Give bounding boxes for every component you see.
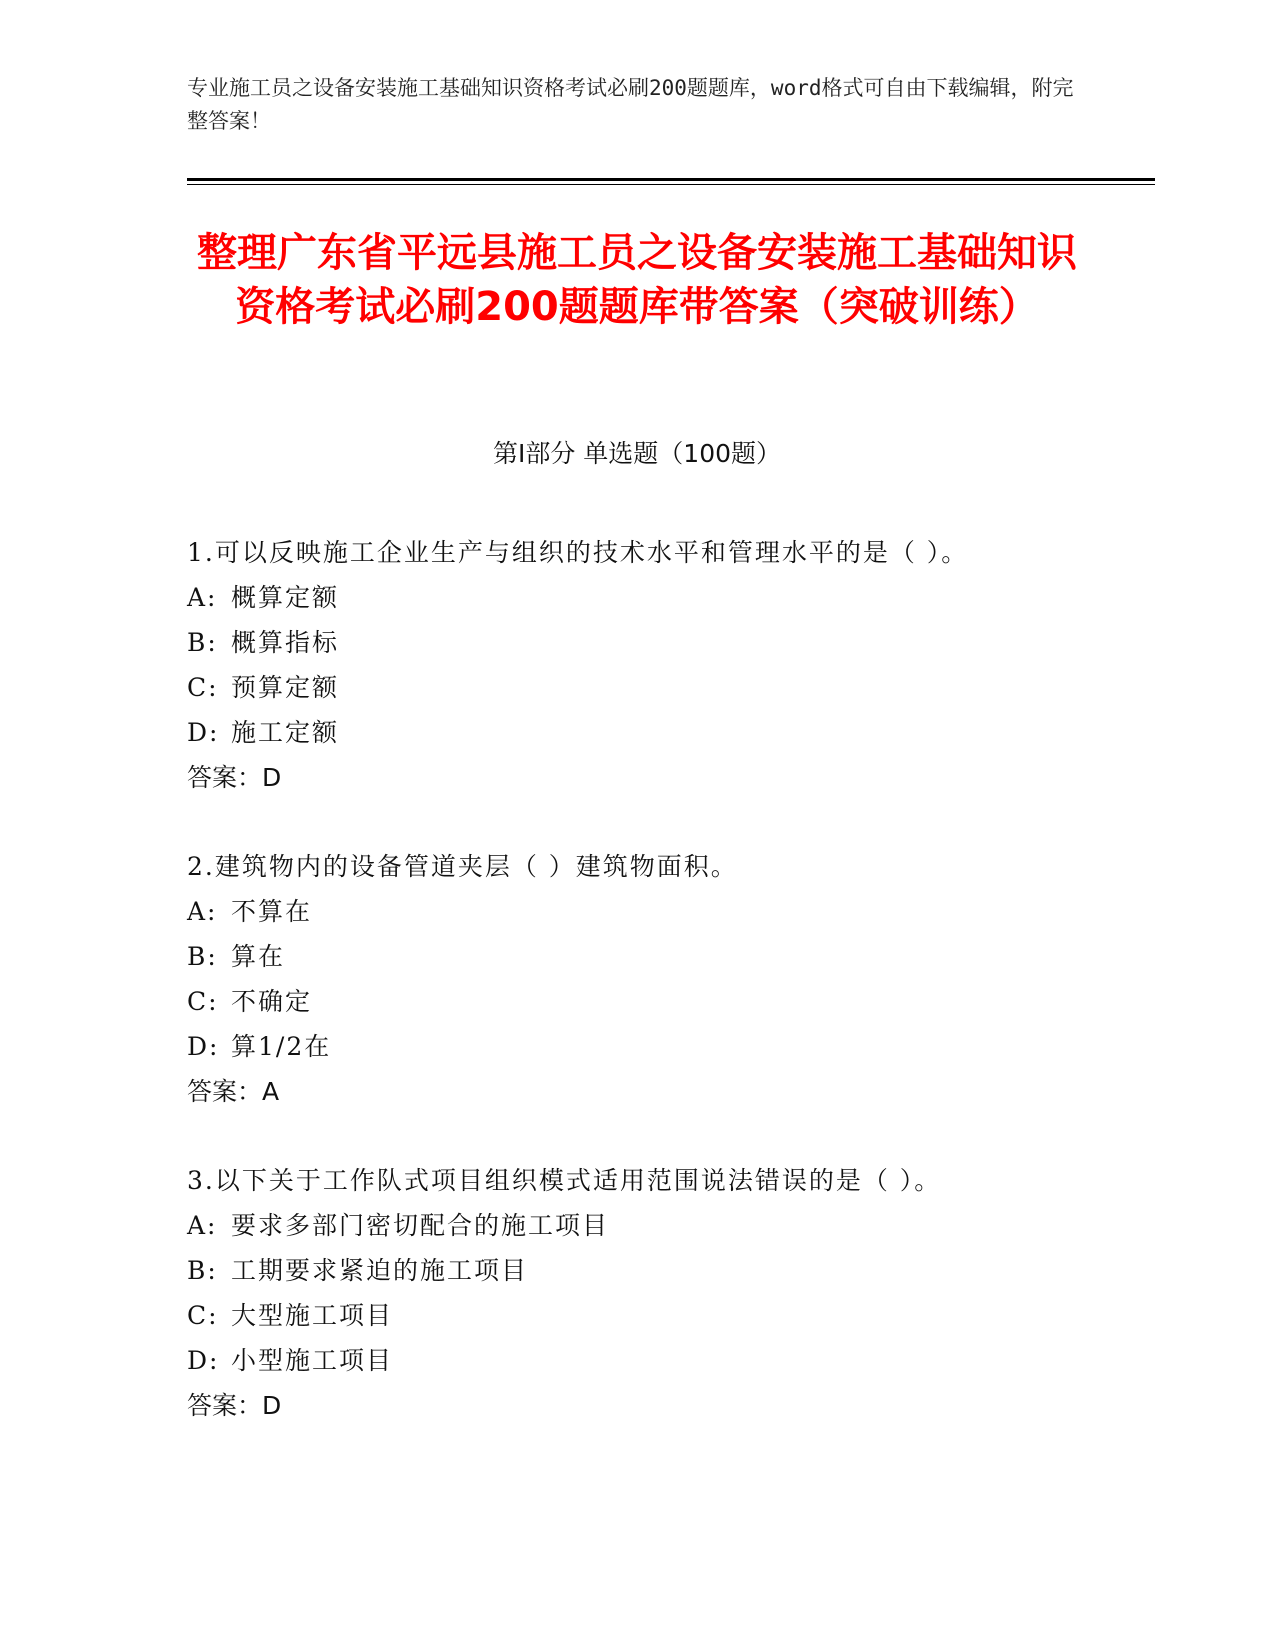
option-text: 工期要求紧迫的施工项目 <box>231 1256 529 1285</box>
option-text: 施工定额 <box>231 718 340 747</box>
option-text: 小型施工项目 <box>231 1346 394 1375</box>
option-text: 算1/2在 <box>231 1032 332 1061</box>
option-text: 概算定额 <box>231 583 340 612</box>
option-d <box>187 710 1155 755</box>
option-letter: A: <box>187 897 218 926</box>
answer-line <box>187 755 1155 800</box>
option-letter: C: <box>187 673 219 702</box>
option-d <box>187 1338 1155 1383</box>
answer-line <box>187 1383 1155 1428</box>
answer-label: 答案： <box>187 1391 263 1420</box>
question-3 <box>187 1158 1155 1428</box>
header-rule-thick <box>187 178 1155 181</box>
option-a <box>187 1203 1155 1248</box>
option-b <box>187 934 1155 979</box>
option-b <box>187 620 1155 665</box>
option-letter: C: <box>187 1301 219 1330</box>
option-text: 概算指标 <box>231 628 340 657</box>
option-letter: B: <box>187 1256 218 1285</box>
option-letter: B: <box>187 942 218 971</box>
question-stem: 2.建筑物内的设备管道夹层（ ）建筑物面积。 <box>187 852 738 881</box>
option-text: 大型施工项目 <box>231 1301 394 1330</box>
option-letter: A: <box>187 1211 218 1240</box>
answer-label: 答案： <box>187 763 263 792</box>
header-rule-thin <box>187 184 1155 185</box>
question-1 <box>187 530 1155 800</box>
document-title: 整理广东省平远县施工员之设备安装施工基础知识资格考试必刷200题题库带答案（突破训练） <box>197 230 1077 330</box>
option-text: 不算在 <box>231 897 313 926</box>
answer-value: D <box>262 1391 282 1420</box>
header-note: 专业施工员之设备安装施工基础知识资格考试必刷200题题库，word格式可自由下载编辑，附完整答案！ <box>187 76 1074 133</box>
option-b <box>187 1248 1155 1293</box>
answer-label: 答案： <box>187 1077 263 1106</box>
option-letter: D: <box>187 718 220 747</box>
question-stem: 1.可以反映施工企业生产与组织的技术水平和管理水平的是（ ）。 <box>187 538 969 567</box>
question-stem: 3.以下关于工作队式项目组织模式适用范围说法错误的是（ ）。 <box>187 1166 942 1195</box>
question-2 <box>187 844 1155 1114</box>
option-letter: A: <box>187 583 218 612</box>
section-title: 第Ⅰ部分 单选题（100题） <box>492 439 782 468</box>
option-text: 预算定额 <box>231 673 340 702</box>
option-letter: D: <box>187 1346 220 1375</box>
option-letter: C: <box>187 987 219 1016</box>
option-letter: D: <box>187 1032 220 1061</box>
option-c <box>187 1293 1155 1338</box>
answer-value: D <box>262 763 282 792</box>
option-c <box>187 979 1155 1024</box>
answer-value: A <box>262 1077 280 1106</box>
option-text: 算在 <box>231 942 286 971</box>
question-list <box>187 530 1155 1472</box>
option-text: 不确定 <box>231 987 313 1016</box>
option-letter: B: <box>187 628 218 657</box>
option-d <box>187 1024 1155 1069</box>
answer-line <box>187 1069 1155 1114</box>
option-a <box>187 889 1155 934</box>
option-c <box>187 665 1155 710</box>
option-text: 要求多部门密切配合的施工项目 <box>231 1211 610 1240</box>
option-a <box>187 575 1155 620</box>
